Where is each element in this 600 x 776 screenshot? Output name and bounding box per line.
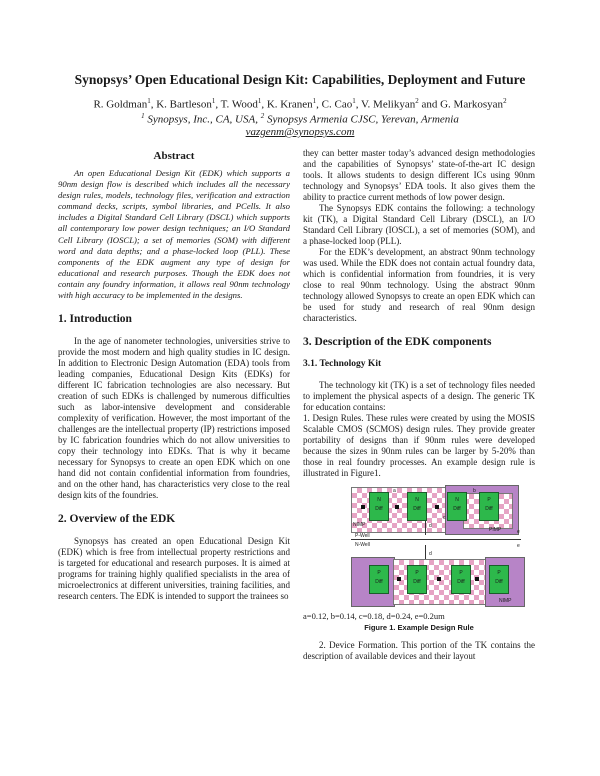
author: R. Goldman <box>93 98 148 111</box>
abstract-text: An open Educational Design Kit (EDK) which supports a 90nm design flow is described which includes all the necessary design rules, models, technology files, verification and extraction command decks, scripts, symbol libraries, and PCells. It also includes a Digital Standard Cell Library (DSCL) which supports all contemporary low power design techniques; an I/O Standard Cell Library (IOSCL); a set of memories (SOM) with different word and data depths; and a phase-locked loop (PLL). These components of the EDK augment any type of design for educational and research purposes. Though the EDK does not contain any foundry information, it allows real 90nm technology with high accuracy to be implemented in the designs. <box>58 168 290 301</box>
pmos-transistor: P Diff <box>369 565 389 594</box>
dim-label-d: d <box>429 551 432 557</box>
dim-label-c: c <box>443 515 446 521</box>
affiliations: $^1$ Synopsys, Inc., CA, USA, $^2$ Synopsys Armenia CJSC, Yerevan, Armenia <box>141 112 459 126</box>
pmos-transistor: P Diff <box>479 492 499 521</box>
paragraph: The Synopsys EDK contains the following: a technology kit (TK), a Digital Standard Cell Library (DSCL), an I/O Standard Cell Library (IOSCL), a set of memories (SOM), and a phase-locked loop (PLL). <box>303 203 535 246</box>
dim-label-e: e <box>517 529 520 535</box>
well-boundary-line <box>351 539 521 540</box>
overview-text: Synopsys has created an open Educational Design Kit (EDK) which is free from intellectual property restrictions and is targeted for educational and research purposes. It is aimed at programs for training highly qualified specialists in the area of microelectronics at different universities, training facilities, and research centers. The EDK is intended to support the trainees so <box>58 536 290 602</box>
author: , K. Kranen <box>261 98 313 111</box>
label-nimp: NIMP <box>499 598 512 604</box>
introduction-text: In the age of nanometer technologies, universities strive to provide the most modern and high quality studies in IC design. In addition to Electronic Design Automation (EDA) tools from leading companies, Educational Design Kits (EDKs) for different IC fabrication technologies are also necessary. But creation of such EDKs is challenged by numerous difficulties such as labor-intensive development and considerable complexity of verification. However, the most important of the challenges are the intellectual property (IP) restrictions imposed by IC fabrication foundries which do not allow universities to copy their technology into EDKs. That is why it became necessary for Synopsys to create an open EDK which on one hand did not contain confidential information from foundries, and on the other hand, has characteristics very close to the real design kits of the foundries. <box>58 336 290 501</box>
label-p-well: P-Well <box>355 533 370 539</box>
paragraph: they can better master today’s advanced design methodologies and the capabilities of Synopsys’ state-of-the-art IC design tools. It allows students to design different ICs using 90nm technology and Synopsys’ EDA tools. It also gives them the ability to practice current methods of low power design. <box>303 148 535 202</box>
contact <box>437 577 441 581</box>
author: , C. Cao <box>316 98 353 111</box>
pmos-transistor: P Diff <box>407 565 427 594</box>
author: , T. Wood <box>215 98 258 111</box>
section-heading-components: 3. Description of the EDK components <box>303 336 492 348</box>
pmos-transistor: N Diff <box>447 492 467 521</box>
label-pimp: PIMP <box>489 527 502 533</box>
spacing-arrow <box>425 521 426 535</box>
pmos-transistor: P Diff <box>489 565 509 594</box>
paragraph: The technology kit (TK) is a set of technology files needed to implement the physical aspects of a design. The generic TK for education contains: <box>303 380 535 412</box>
label-nimp: NIMP <box>353 522 366 528</box>
right-column <box>303 148 535 662</box>
label-n-well: N-Well <box>355 542 370 548</box>
subsection-heading-technology-kit: 3.1. Technology Kit <box>303 359 382 369</box>
author: , K. Bartleson <box>150 98 212 111</box>
author: and G. Markosyan <box>418 98 504 111</box>
author-list: R. Goldman$^1$, K. Bartleson$^1$, T. Wood$^1$, K. Kranen$^1$, C. Cao$^1$, V. Melikyan$^2$ and G. Markosyan$^2$ <box>93 97 507 111</box>
paragraph: 1. Design Rules. These rules were created by using the MOSIS Scalable CMOS (SCMOS) design rules. They provide greater portability of designs than if 90nm rules were developed because the sizes in 90nm rules can be larger by 5-20% than those in real foundry processes. An example design rule is illustrated in Figure1. <box>303 413 535 478</box>
paragraph: 2. Device Formation. This portion of the TK contains the description of available devices and their layout <box>303 640 535 661</box>
section-heading-introduction: 1. Introduction <box>58 313 132 326</box>
contact <box>361 505 365 509</box>
abstract-heading: Abstract <box>153 150 195 162</box>
dim-label-a: a <box>393 488 396 494</box>
author: , V. Melikyan <box>355 98 416 111</box>
section-heading-overview: 2. Overview of the EDK <box>58 513 176 526</box>
left-column <box>58 148 290 602</box>
contact <box>395 505 399 509</box>
dim-label-b: b <box>473 488 476 494</box>
figure-equation: a=0.12, b=0.14, c=0.18, d=0.24, e=0.2um <box>303 611 445 621</box>
contact <box>435 505 439 509</box>
contact-email[interactable]: vazgenm@synopsys.com <box>245 126 355 138</box>
dim-label-d: d <box>429 523 432 529</box>
figure-caption: Figure 1. Example Design Rule <box>364 623 474 632</box>
paper-title: Synopsys’ Open Educational Design Kit: Capabilities, Deployment and Future <box>74 72 526 87</box>
contact <box>475 577 479 581</box>
nmos-transistor: N Diff <box>369 492 389 521</box>
dim-label-e: e <box>517 543 520 549</box>
contact <box>397 577 401 581</box>
figure-design-rule <box>303 485 535 611</box>
pmos-transistor: P Diff <box>451 565 471 594</box>
paragraph: For the EDK’s development, an abstract 90nm technology was used. While the EDK does not contain actual foundry data, which is confidential information from foundries, it is very close to real 90nm technology. Using the abstract 90nm technology allowed Synopsys to create an open EDK which can be used for study and research of real 90nm design characteristics. <box>303 247 535 323</box>
nmos-transistor: N Diff <box>407 492 427 521</box>
